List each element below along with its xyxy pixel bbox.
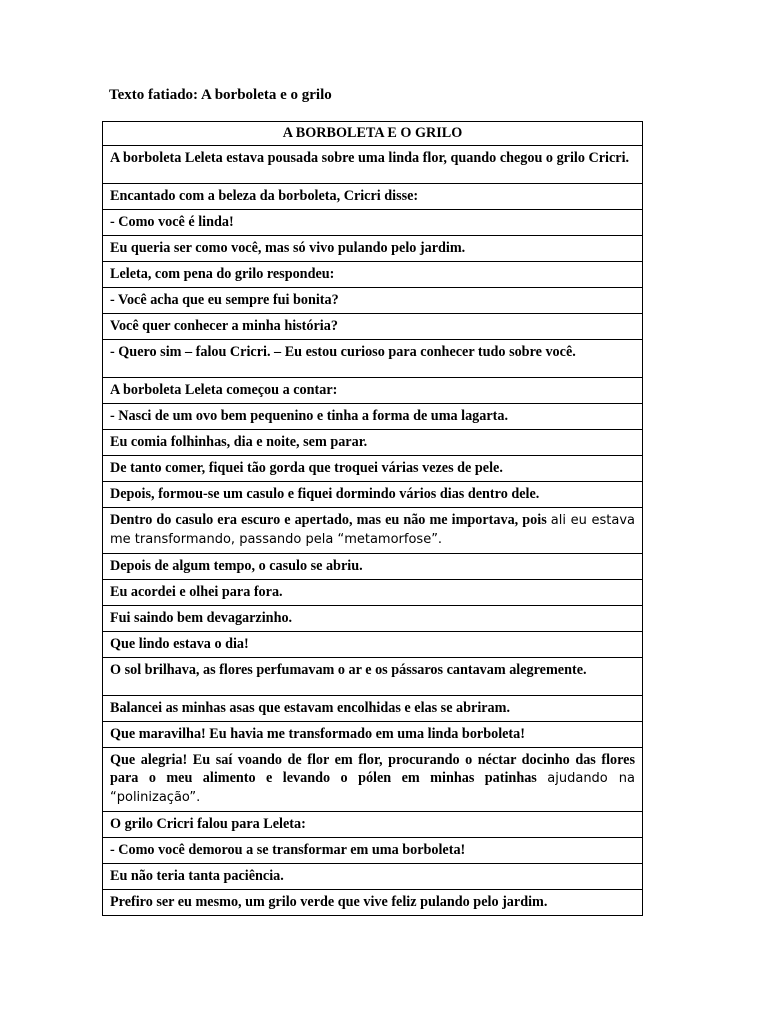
table-cell: O sol brilhava, as flores perfumavam o ar e os pássaros cantavam alegremente. [103, 658, 643, 696]
table-row [103, 146, 643, 184]
table-row [103, 456, 643, 482]
table-cell: Eu comia folhinhas, dia e noite, sem parar. [103, 430, 643, 456]
table-cell-text: Que alegria! Eu saí voando de flor em flor, procurando o néctar docinho das flores para o meu alimento e levando o pólen em minhas patinhas [110, 752, 635, 786]
table-row [103, 748, 643, 812]
table-cell-text-sans: ali eu estava me transformando, passando pela “metamorfose”. [110, 513, 636, 547]
table-cell: - Como você é linda! [103, 210, 643, 236]
table-row [103, 508, 643, 554]
table-row [103, 658, 643, 696]
table-row [103, 378, 643, 404]
table-row [103, 606, 643, 632]
table-cell: Leleta, com pena do grilo respondeu: [103, 262, 643, 288]
table-row [103, 632, 643, 658]
table-cell: Balancei as minhas asas que estavam encolhidas e elas se abriram. [103, 696, 643, 722]
table-row [103, 838, 643, 864]
table-cell-text-sans: ajudando na “polinização”. [110, 771, 635, 805]
table-row [103, 430, 643, 456]
table-row [103, 262, 643, 288]
table-row [103, 210, 643, 236]
table-cell: De tanto comer, fiquei tão gorda que troquei várias vezes de pele. [103, 456, 643, 482]
table-cell: Eu não teria tanta paciência. [103, 864, 643, 890]
table-cell: Você quer conhecer a minha história? [103, 314, 643, 340]
table-cell: Depois de algum tempo, o casulo se abriu. [103, 554, 643, 580]
table-row [103, 404, 643, 430]
table-cell: A borboleta Leleta começou a contar: [103, 378, 643, 404]
table-row [103, 580, 643, 606]
table-header: A BORBOLETA E O GRILO [103, 122, 643, 146]
table-row [103, 696, 643, 722]
table-cell: Que lindo estava o dia! [103, 632, 643, 658]
table-cell: Eu queria ser como você, mas só vivo pulando pelo jardim. [103, 236, 643, 262]
table-cell: Encantado com a beleza da borboleta, Cricri disse: [103, 184, 643, 210]
table-row [103, 890, 643, 916]
table-cell: Eu acordei e olhei para fora. [103, 580, 643, 606]
table-cell [103, 508, 643, 554]
table-cell: Depois, formou-se um casulo e fiquei dormindo vários dias dentro dele. [103, 482, 643, 508]
story-table [102, 121, 643, 916]
table-cell: A borboleta Leleta estava pousada sobre uma linda flor, quando chegou o grilo Cricri. [103, 146, 643, 184]
table-cell: Prefiro ser eu mesmo, um grilo verde que vive feliz pulando pelo jardim. [103, 890, 643, 916]
table-row [103, 184, 643, 210]
table-cell: Que maravilha! Eu havia me transformado em uma linda borboleta! [103, 722, 643, 748]
table-row [103, 288, 643, 314]
table-row [103, 482, 643, 508]
table-cell: O grilo Cricri falou para Leleta: [103, 812, 643, 838]
table-row [103, 340, 643, 378]
table-cell: - Você acha que eu sempre fui bonita? [103, 288, 643, 314]
table-cell: Fui saindo bem devagarzinho. [103, 606, 643, 632]
table-header-row [103, 122, 643, 146]
document-title: Texto fatiado: A borboleta e o grilo [109, 87, 332, 103]
table-cell-text: Dentro do casulo era escuro e apertado, mas eu não me importava, pois [110, 512, 547, 528]
table-cell [103, 748, 643, 812]
table-cell: - Nasci de um ovo bem pequenino e tinha a forma de uma lagarta. [103, 404, 643, 430]
table-cell: - Como você demorou a se transformar em uma borboleta! [103, 838, 643, 864]
table-row [103, 314, 643, 340]
table-row [103, 236, 643, 262]
table-row [103, 864, 643, 890]
table-row [103, 722, 643, 748]
table-row [103, 554, 643, 580]
table-cell: - Quero sim – falou Cricri. – Eu estou curioso para conhecer tudo sobre você. [103, 340, 643, 378]
table-row [103, 812, 643, 838]
